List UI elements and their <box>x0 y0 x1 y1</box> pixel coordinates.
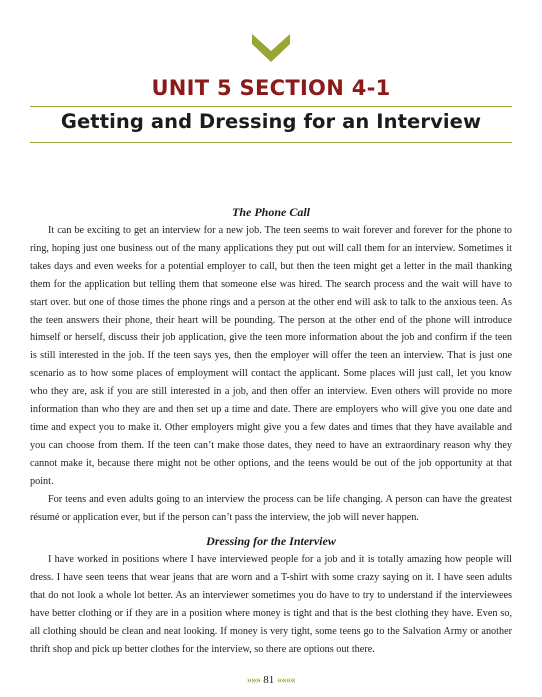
page-number: 81 <box>263 674 275 686</box>
unit-title: UNIT 5 SECTION 4-1 <box>151 76 391 100</box>
heading-dressing: Dressing for the Interview <box>206 534 336 549</box>
paragraph: For teens and even adults going to an interview the process can be life changing. A person can have the greatest résumé or application ever, but if the person can’t pass the interview, the job will never happen. <box>30 493 512 523</box>
body-text <box>30 205 512 659</box>
paragraph: I have worked in positions where I have interviewed people for a job and it is totally amazing how people will dress. I have seen teens that wear jeans that are worn and a T-shirt with some crazy saying on it. I have seen adults that do not look a whole lot better. As an interviewer sometimes you do have to try to understand if the interviewees have better clothing or if they are in a position where money is tight and that is the best clothing they have. Even so, all clothing should be clean and neat looking. If money is very tight, some teens go to the Salvation Army or another thrift shop and pick up better clothes for the interview, so there are options out there. <box>30 554 512 655</box>
title-divider-top <box>30 106 512 107</box>
title-divider-bottom <box>30 142 512 143</box>
chevron-down-icon <box>252 34 290 62</box>
paragraph: It can be exciting to get an interview for a new job. The teen seems to wait forever and forever for the phone to ring, hoping just one business out of the many applications they put out will call them for an interview. Sometimes it takes days and even weeks for a potential employer to call, but then the teen might get a letter in the mail thanking them for the application but telling them that someone else was hired. The search process and the wait will have to start over. but one of those times the phone rings and a person at the other end will ask to talk to the anxious teen. As the teen answers their phone, their heart will be pounding. The person at the other end of the phone will introduce himself or herself, discuss their job application, give the teen more information about the job and confirm if the teen is still interested in the job. If the teen says yes, then the employer will offer the teen an interview. That is just one scenario as to how some places of employment will contact the applicant. Some places will just call, let you know who they are, ask if you are still interested in a job, and then offer an interview. Even others will provide no more information than who they are and then set up a time and date. There are employers who will give you one date and time and expect you to make it. Other employers might give you a few dates and times that they have available and you can choose from them. If the teen can’t make those dates, they need to have an extraordinary reason why they cannot make it, because there might not be other options, and the teens would be out of the job opportunity at that point. <box>30 225 512 487</box>
page-footer <box>0 674 542 686</box>
footer-arrows-right: «««« <box>277 675 295 686</box>
section-title: Getting and Dressing for an Interview <box>60 110 482 133</box>
heading-phone-call: The Phone Call <box>231 205 310 219</box>
footer-arrows-left: »»» <box>247 675 261 686</box>
